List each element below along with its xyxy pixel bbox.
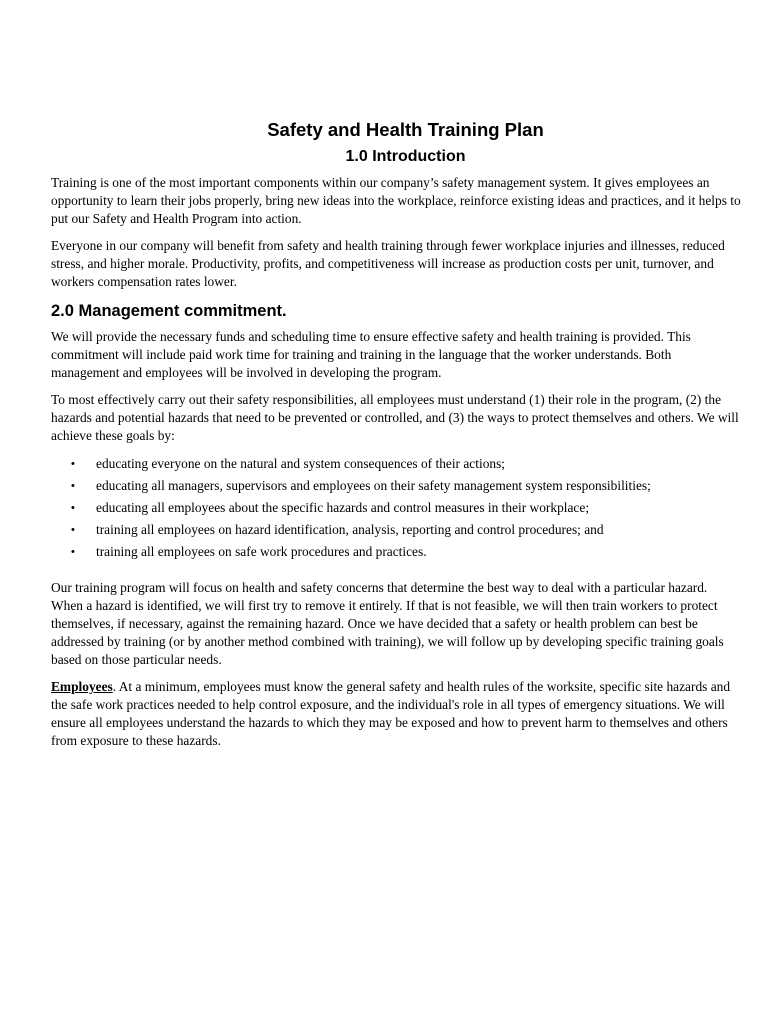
employees-paragraph	[51, 678, 742, 750]
bullet-icon: •	[71, 480, 75, 492]
bullet-icon: •	[71, 458, 75, 470]
bullet-icon: •	[71, 502, 75, 514]
intro-paragraph: Training is one of the most important components within our company’s safety management system. It gives employees an opportunity to learn their jobs properly, bring new ideas into the workplace, reinforce existing ideas and practices, and it helps to put our Safety and Health Program into action.	[51, 175, 741, 226]
list-item	[51, 477, 742, 495]
list-item	[51, 543, 742, 561]
list-item-text: educating everyone on the natural and system consequences of their actions;	[96, 456, 506, 471]
list-item-text: training all employees on safe work procedures and practices.	[96, 544, 427, 559]
employees-text: . At a minimum, employees must know the general safety and health rules of the worksite, specific site hazards and the safe work practices needed to help control exposure, and the individual's role in all types of emergency situations. We will ensure all employees understand the hazards to which they may be exposed and how to prevent harm to themselves and others from exposure to these hazards.	[51, 679, 731, 748]
bullet-icon: •	[71, 524, 75, 536]
list-item-text: training all employees on hazard identification, analysis, reporting and control procedures; and	[96, 522, 604, 537]
document-title: Safety and Health Training Plan	[267, 119, 544, 140]
management-paragraph: We will provide the necessary funds and scheduling time to ensure effective safety and health training is provided. This commitment will include paid work time for training and training in the language that the worker understands. Both management and employees will be involved in developing the program.	[51, 329, 691, 380]
list-item	[51, 455, 742, 473]
intro-paragraph: Everyone in our company will benefit from safety and health training through fewer workplace injuries and illnesses, reduced stress, and higher morale. Productivity, profits, and competitiveness will increase as production costs per unit, turnover, and workers compensation rates lower.	[51, 238, 725, 289]
bullet-icon: •	[71, 546, 75, 558]
management-heading: 2.0 Management commitment.	[51, 302, 287, 320]
employees-term: Employees	[51, 679, 113, 694]
list-item	[51, 521, 742, 539]
list-item-text: educating all managers, supervisors and employees on their safety management system responsibilities;	[96, 478, 651, 493]
management-paragraph: To most effectively carry out their safety responsibilities, all employees must understand (1) their role in the program, (2) the hazards and potential hazards that need to be prevented or controlled, and (3) the ways to protect themselves and others. We will achieve these goals by:	[51, 392, 739, 443]
training-focus-paragraph: Our training program will focus on health and safety concerns that determine the best way to deal with a particular hazard. When a hazard is identified, we will first try to remove it entirely. If that is not feasible, we will then train workers to protect themselves, if necessary, against the remaining hazard. Once we have decided that a safety or health problem can best be addressed by training (or by another method combined with training), we will follow up by developing specific training goals based on those particular needs.	[51, 580, 724, 667]
list-item-text: educating all employees about the specific hazards and control measures in their workplace;	[96, 500, 590, 515]
list-item	[51, 499, 742, 517]
intro-heading: 1.0 Introduction	[345, 148, 466, 165]
goals-list	[51, 455, 742, 561]
